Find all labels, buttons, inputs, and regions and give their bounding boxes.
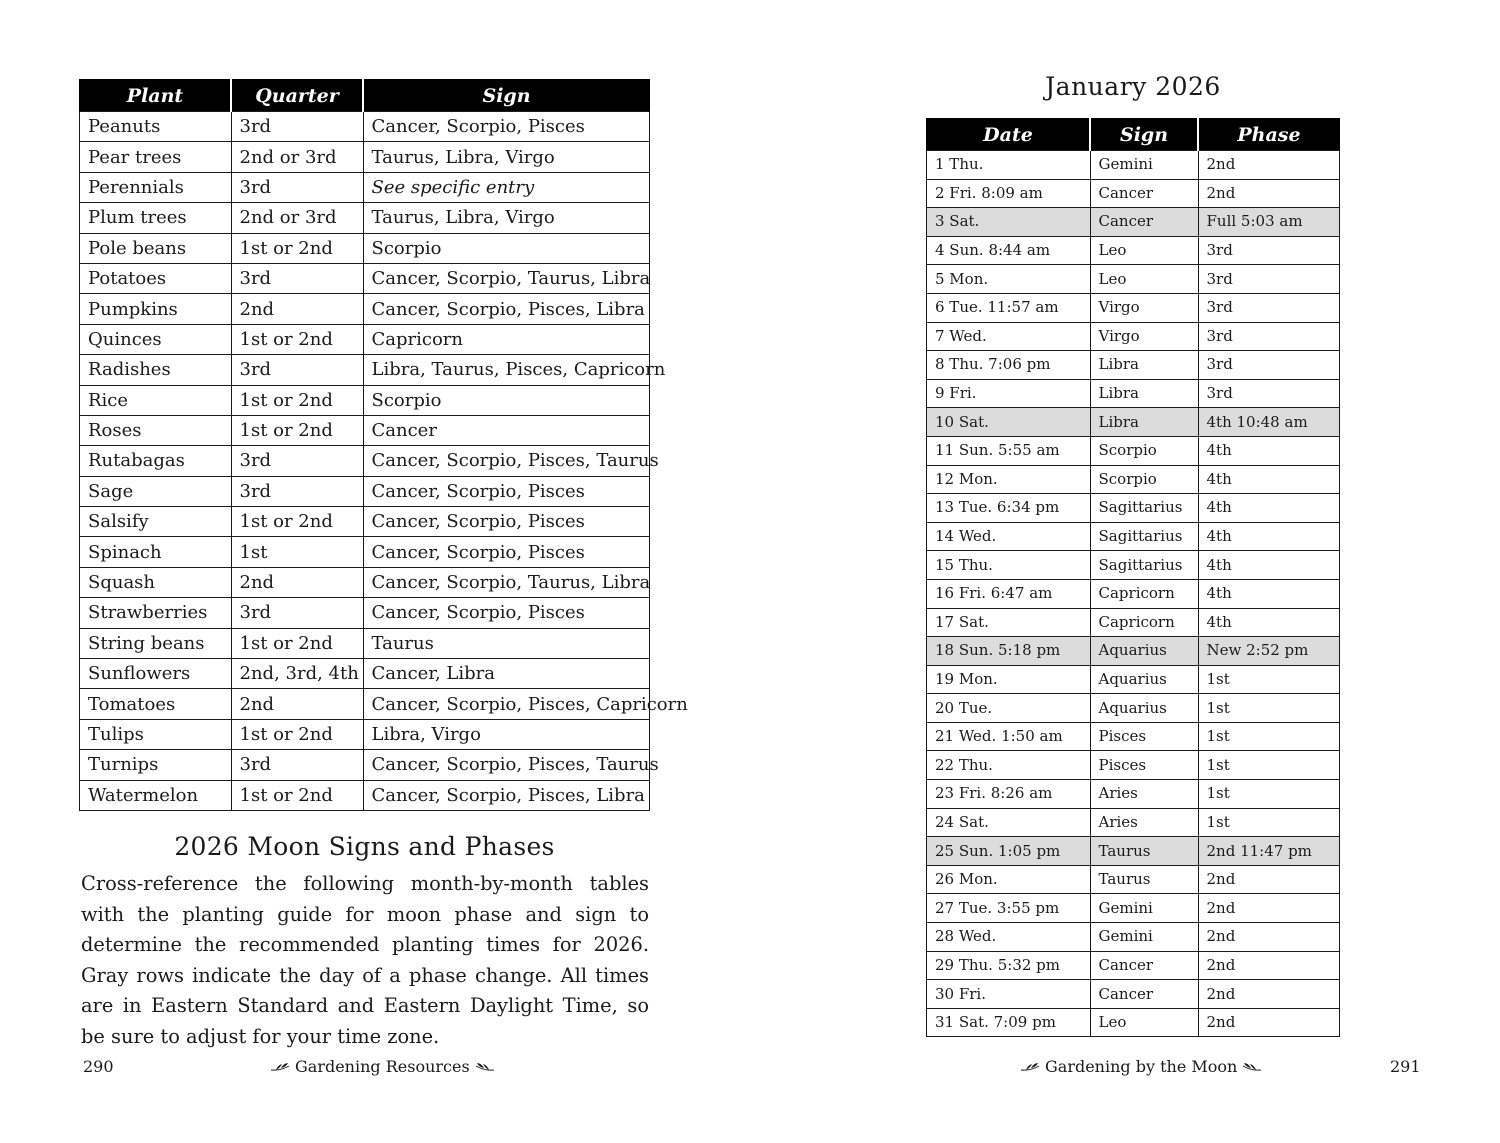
plant-table-body	[80, 112, 688, 811]
moon-row	[927, 522, 1340, 551]
moon-cell-phase: 3rd	[1198, 379, 1340, 408]
moon-cell-sign: Aquarius	[1090, 694, 1198, 723]
moon-cell-date: 19 Mon.	[927, 665, 1091, 694]
moon-row	[927, 579, 1340, 608]
leaf-sprig-icon	[1242, 1062, 1262, 1072]
moon-cell-sign: Taurus	[1090, 865, 1198, 894]
plant-cell-sign: Cancer, Scorpio, Pisces, Libra	[363, 780, 650, 810]
plant-row	[80, 355, 650, 385]
moon-cell-sign: Leo	[1090, 265, 1198, 294]
plant-cell-sign: Scorpio	[363, 385, 650, 415]
moon-cell-sign: Libra	[1090, 408, 1198, 437]
moon-cell-sign: Leo	[1090, 236, 1198, 265]
moon-row	[927, 179, 1340, 208]
right-running-head	[1020, 1057, 1262, 1076]
moon-cell-sign: Leo	[1090, 1008, 1198, 1037]
moon-row	[927, 465, 1340, 494]
moon-cell-date: 17 Sat.	[927, 608, 1091, 637]
moon-cell-date: 6 Tue. 11:57 am	[927, 293, 1091, 322]
plant-cell-quarter: 3rd	[231, 263, 363, 293]
moon-cell-date: 9 Fri.	[927, 379, 1091, 408]
plant-row	[80, 598, 650, 628]
moon-cell-phase: 1st	[1198, 780, 1340, 809]
moon-cell-date: 5 Mon.	[927, 265, 1091, 294]
intro-paragraph: Cross-reference the following month-by-month tables with the planting guide for moon phase and sign to determine the recommended planting times for 2026. Gray rows indicate the day of a phase change. All times are in Eastern Standard and Eastern Daylight Time, so be sure to adjust for your time zone.	[81, 872, 649, 1048]
plant-cell-sign: Cancer, Scorpio, Pisces, Libra	[363, 294, 650, 324]
moon-cell-date: 20 Tue.	[927, 694, 1091, 723]
moon-row	[927, 322, 1340, 351]
moon-cell-phase: 4th	[1198, 436, 1340, 465]
plant-row	[80, 446, 650, 476]
plant-cell-quarter: 2nd or 3rd	[231, 203, 363, 233]
plant-cell-plant: Rice	[80, 385, 232, 415]
moon-cell-date: 16 Fri. 6:47 am	[927, 579, 1091, 608]
plant-cell-quarter: 2nd, 3rd, 4th	[231, 659, 363, 689]
moon-cell-date: 29 Thu. 5:32 pm	[927, 951, 1091, 980]
moon-cell-phase: 3rd	[1198, 293, 1340, 322]
moon-row	[927, 808, 1340, 837]
plant-cell-quarter: 2nd	[231, 294, 363, 324]
moon-row-phase-change	[927, 837, 1340, 866]
plant-cell-plant: Quinces	[80, 324, 232, 354]
moon-cell-date: 2 Fri. 8:09 am	[927, 179, 1091, 208]
moon-cell-date: 12 Mon.	[927, 465, 1091, 494]
plant-cell-quarter: 1st or 2nd	[231, 385, 363, 415]
moon-row	[927, 293, 1340, 322]
moon-cell-sign: Sagittarius	[1090, 551, 1198, 580]
plant-cell-plant: Potatoes	[80, 263, 232, 293]
plant-row	[80, 780, 650, 810]
plant-cell-plant: String beans	[80, 628, 232, 658]
plant-row	[80, 567, 650, 597]
plant-cell-sign: Cancer, Scorpio, Taurus, Libra	[363, 567, 650, 597]
plant-row	[80, 385, 650, 415]
plant-cell-plant: Radishes	[80, 355, 232, 385]
moon-cell-date: 7 Wed.	[927, 322, 1091, 351]
moon-cell-sign: Scorpio	[1090, 436, 1198, 465]
plant-cell-plant: Watermelon	[80, 780, 232, 810]
moon-row	[927, 865, 1340, 894]
moon-cell-phase: 3rd	[1198, 265, 1340, 294]
plant-cell-plant: Pole beans	[80, 233, 232, 263]
moon-cell-date: 23 Fri. 8:26 am	[927, 780, 1091, 809]
moon-cell-phase: 4th 10:48 am	[1198, 408, 1340, 437]
moon-cell-phase: 1st	[1198, 722, 1340, 751]
plant-cell-plant: Tomatoes	[80, 689, 232, 719]
moon-cell-date: 11 Sun. 5:55 am	[927, 436, 1091, 465]
plant-cell-quarter: 2nd	[231, 689, 363, 719]
plant-cell-sign: Cancer, Scorpio, Taurus, Libra	[363, 263, 650, 293]
plant-cell-quarter: 1st or 2nd	[231, 324, 363, 354]
moon-cell-phase: 1st	[1198, 751, 1340, 780]
moon-cell-phase: 1st	[1198, 665, 1340, 694]
plant-cell-sign: Libra, Taurus, Pisces, Capricorn	[363, 355, 650, 385]
moon-cell-sign: Cancer	[1090, 951, 1198, 980]
moon-cell-phase: 2nd	[1198, 1008, 1340, 1037]
moon-row	[927, 436, 1340, 465]
moon-cell-sign: Aries	[1090, 780, 1198, 809]
plant-cell-sign: Cancer	[363, 415, 650, 445]
moon-row	[927, 236, 1340, 265]
moon-cell-date: 31 Sat. 7:09 pm	[927, 1008, 1091, 1037]
moon-cell-phase: 1st	[1198, 808, 1340, 837]
moon-cell-sign: Sagittarius	[1090, 522, 1198, 551]
plant-row	[80, 415, 650, 445]
moon-cell-date: 3 Sat.	[927, 208, 1091, 237]
moon-cell-date: 14 Wed.	[927, 522, 1091, 551]
moon-cell-sign: Capricorn	[1090, 579, 1198, 608]
plant-cell-sign: Cancer, Scorpio, Pisces	[363, 112, 650, 142]
moon-cell-sign: Virgo	[1090, 293, 1198, 322]
moon-row	[927, 665, 1340, 694]
plant-cell-plant: Strawberries	[80, 598, 232, 628]
plant-cell-plant: Plum trees	[80, 203, 232, 233]
moon-row	[927, 1008, 1340, 1037]
moon-cell-date: 27 Tue. 3:55 pm	[927, 894, 1091, 923]
moon-cell-date: 15 Thu.	[927, 551, 1091, 580]
moon-cell-phase: New 2:52 pm	[1198, 637, 1340, 666]
plant-row	[80, 750, 650, 780]
moon-cell-phase: 1st	[1198, 694, 1340, 723]
moon-cell-sign: Sagittarius	[1090, 494, 1198, 523]
plant-cell-plant: Pear trees	[80, 142, 232, 172]
plant-cell-sign: Cancer, Scorpio, Pisces	[363, 598, 650, 628]
moon-cell-phase: 2nd 11:47 pm	[1198, 837, 1340, 866]
plant-cell-quarter: 1st	[231, 537, 363, 567]
moon-cell-sign: Aries	[1090, 808, 1198, 837]
moon-cell-phase: 2nd	[1198, 951, 1340, 980]
moon-cell-phase: 2nd	[1198, 151, 1340, 180]
plant-cell-quarter: 3rd	[231, 598, 363, 628]
phase-column-header: Phase	[1198, 119, 1340, 151]
plant-cell-quarter: 1st or 2nd	[231, 415, 363, 445]
plant-cell-sign: Taurus, Libra, Virgo	[363, 203, 650, 233]
moon-cell-date: 18 Sun. 5:18 pm	[927, 637, 1091, 666]
moon-cell-phase: 2nd	[1198, 923, 1340, 952]
plant-column-header: Plant	[80, 80, 232, 112]
moon-cell-sign: Libra	[1090, 351, 1198, 380]
leaf-sprig-icon	[270, 1062, 290, 1072]
plant-row	[80, 324, 650, 354]
moon-cell-sign: Gemini	[1090, 894, 1198, 923]
plant-cell-sign: See specific entry	[363, 172, 650, 202]
moon-row-phase-change	[927, 637, 1340, 666]
moon-table-header	[927, 119, 1340, 151]
plant-cell-quarter: 1st or 2nd	[231, 719, 363, 749]
moon-cell-sign: Gemini	[1090, 923, 1198, 952]
plant-cell-plant: Roses	[80, 415, 232, 445]
moon-cell-date: 24 Sat.	[927, 808, 1091, 837]
plant-cell-quarter: 2nd	[231, 567, 363, 597]
moon-table-body	[927, 151, 1340, 1037]
moon-cell-date: 28 Wed.	[927, 923, 1091, 952]
plant-cell-plant: Pumpkins	[80, 294, 232, 324]
plant-cell-quarter: 3rd	[231, 750, 363, 780]
moon-cell-phase: 2nd	[1198, 179, 1340, 208]
plant-row	[80, 689, 650, 719]
moon-cell-phase: 4th	[1198, 494, 1340, 523]
plant-cell-plant: Turnips	[80, 750, 232, 780]
moon-cell-date: 10 Sat.	[927, 408, 1091, 437]
moon-cell-phase: 4th	[1198, 579, 1340, 608]
plant-cell-plant: Rutabagas	[80, 446, 232, 476]
section-heading: 2026 Moon Signs and Phases	[174, 832, 555, 861]
plant-cell-sign: Taurus, Libra, Virgo	[363, 142, 650, 172]
plant-row	[80, 263, 650, 293]
moon-row	[927, 694, 1340, 723]
leaf-sprig-icon	[475, 1062, 495, 1072]
moon-cell-phase: Full 5:03 am	[1198, 208, 1340, 237]
plant-row	[80, 537, 650, 567]
moon-cell-date: 13 Tue. 6:34 pm	[927, 494, 1091, 523]
moon-cell-date: 30 Fri.	[927, 980, 1091, 1009]
plant-cell-plant: Squash	[80, 567, 232, 597]
moon-cell-date: 8 Thu. 7:06 pm	[927, 351, 1091, 380]
plant-row	[80, 112, 650, 142]
moon-row	[927, 722, 1340, 751]
moon-cell-phase: 3rd	[1198, 236, 1340, 265]
plant-cell-sign: Cancer, Scorpio, Pisces, Capricorn	[363, 689, 650, 719]
plant-row	[80, 476, 650, 506]
moon-cell-sign: Aquarius	[1090, 637, 1198, 666]
moon-cell-phase: 4th	[1198, 522, 1340, 551]
moon-row	[927, 951, 1340, 980]
right-page-number: 291	[1390, 1057, 1421, 1076]
plant-cell-plant: Salsify	[80, 507, 232, 537]
moon-cell-sign: Pisces	[1090, 751, 1198, 780]
plant-row	[80, 172, 650, 202]
plant-cell-plant: Peanuts	[80, 112, 232, 142]
moon-cell-phase: 4th	[1198, 608, 1340, 637]
left-page-number: 290	[83, 1057, 114, 1076]
moon-row-phase-change	[927, 408, 1340, 437]
plant-row	[80, 142, 650, 172]
plant-row	[80, 507, 650, 537]
moon-cell-date: 1 Thu.	[927, 151, 1091, 180]
moon-row-phase-change	[927, 208, 1340, 237]
moon-cell-sign: Pisces	[1090, 722, 1198, 751]
left-running-head	[270, 1057, 495, 1076]
plant-cell-sign: Cancer, Scorpio, Pisces	[363, 537, 650, 567]
plant-cell-sign: Cancer, Scorpio, Pisces, Taurus	[363, 750, 650, 780]
plant-cell-plant: Perennials	[80, 172, 232, 202]
plant-row	[80, 659, 650, 689]
moon-row	[927, 379, 1340, 408]
moon-row	[927, 265, 1340, 294]
plant-cell-plant: Spinach	[80, 537, 232, 567]
moon-cell-phase: 2nd	[1198, 865, 1340, 894]
moon-row	[927, 151, 1340, 180]
moon-cell-sign: Gemini	[1090, 151, 1198, 180]
plant-table	[79, 79, 688, 811]
date-column-header: Date	[927, 119, 1091, 151]
plant-row	[80, 203, 650, 233]
plant-row	[80, 294, 650, 324]
plant-row	[80, 233, 650, 263]
plant-cell-quarter: 3rd	[231, 172, 363, 202]
moon-row	[927, 894, 1340, 923]
moon-cell-phase: 2nd	[1198, 980, 1340, 1009]
right-running-head-text: Gardening by the Moon	[1045, 1057, 1238, 1076]
moon-cell-date: 4 Sun. 8:44 am	[927, 236, 1091, 265]
moon-row	[927, 780, 1340, 809]
moon-cell-sign: Cancer	[1090, 208, 1198, 237]
plant-cell-sign: Taurus	[363, 628, 650, 658]
quarter-column-header: Quarter	[231, 80, 363, 112]
plant-cell-quarter: 2nd or 3rd	[231, 142, 363, 172]
plant-cell-sign: Cancer, Scorpio, Pisces	[363, 476, 650, 506]
plant-cell-sign: Cancer, Scorpio, Pisces	[363, 507, 650, 537]
plant-cell-plant: Tulips	[80, 719, 232, 749]
moon-cell-sign: Capricorn	[1090, 608, 1198, 637]
moon-cell-sign: Taurus	[1090, 837, 1198, 866]
plant-row	[80, 628, 650, 658]
moon-cell-sign: Scorpio	[1090, 465, 1198, 494]
sign-column-header: Sign	[363, 80, 650, 112]
plant-cell-quarter: 1st or 2nd	[231, 780, 363, 810]
plant-cell-sign: Cancer, Scorpio, Pisces, Taurus	[363, 446, 650, 476]
plant-table-header	[80, 80, 650, 112]
plant-cell-quarter: 1st or 2nd	[231, 507, 363, 537]
moon-cell-date: 21 Wed. 1:50 am	[927, 722, 1091, 751]
plant-cell-plant: Sunflowers	[80, 659, 232, 689]
moon-cell-date: 22 Thu.	[927, 751, 1091, 780]
plant-cell-quarter: 3rd	[231, 476, 363, 506]
moon-cell-sign: Aquarius	[1090, 665, 1198, 694]
moon-row	[927, 751, 1340, 780]
moon-row	[927, 351, 1340, 380]
moon-row	[927, 980, 1340, 1009]
moon-cell-phase: 2nd	[1198, 894, 1340, 923]
moon-cell-date: 26 Mon.	[927, 865, 1091, 894]
plant-cell-plant: Sage	[80, 476, 232, 506]
moon-cell-sign: Cancer	[1090, 980, 1198, 1009]
moon-cell-sign: Cancer	[1090, 179, 1198, 208]
moon-cell-sign: Virgo	[1090, 322, 1198, 351]
moon-row	[927, 923, 1340, 952]
plant-cell-sign: Libra, Virgo	[363, 719, 650, 749]
moon-cell-sign: Libra	[1090, 379, 1198, 408]
plant-cell-sign: Scorpio	[363, 233, 650, 263]
plant-cell-sign: Cancer, Libra	[363, 659, 650, 689]
moon-cell-phase: 4th	[1198, 551, 1340, 580]
plant-cell-quarter: 3rd	[231, 355, 363, 385]
month-title: January 2026	[1045, 72, 1221, 101]
moon-row	[927, 494, 1340, 523]
plant-cell-quarter: 1st or 2nd	[231, 628, 363, 658]
moon-row	[927, 551, 1340, 580]
moon-calendar-table	[926, 118, 1340, 1037]
moon-cell-phase: 3rd	[1198, 351, 1340, 380]
moon-cell-date: 25 Sun. 1:05 pm	[927, 837, 1091, 866]
plant-cell-quarter: 3rd	[231, 446, 363, 476]
moon-cell-phase: 3rd	[1198, 322, 1340, 351]
moon-cell-phase: 4th	[1198, 465, 1340, 494]
plant-cell-quarter: 1st or 2nd	[231, 233, 363, 263]
plant-cell-quarter: 3rd	[231, 112, 363, 142]
plant-cell-sign: Capricorn	[363, 324, 650, 354]
leaf-sprig-icon	[1020, 1062, 1040, 1072]
plant-row	[80, 719, 650, 749]
moon-row	[927, 608, 1340, 637]
sign-column-header: Sign	[1090, 119, 1198, 151]
left-running-head-text: Gardening Resources	[295, 1057, 470, 1076]
